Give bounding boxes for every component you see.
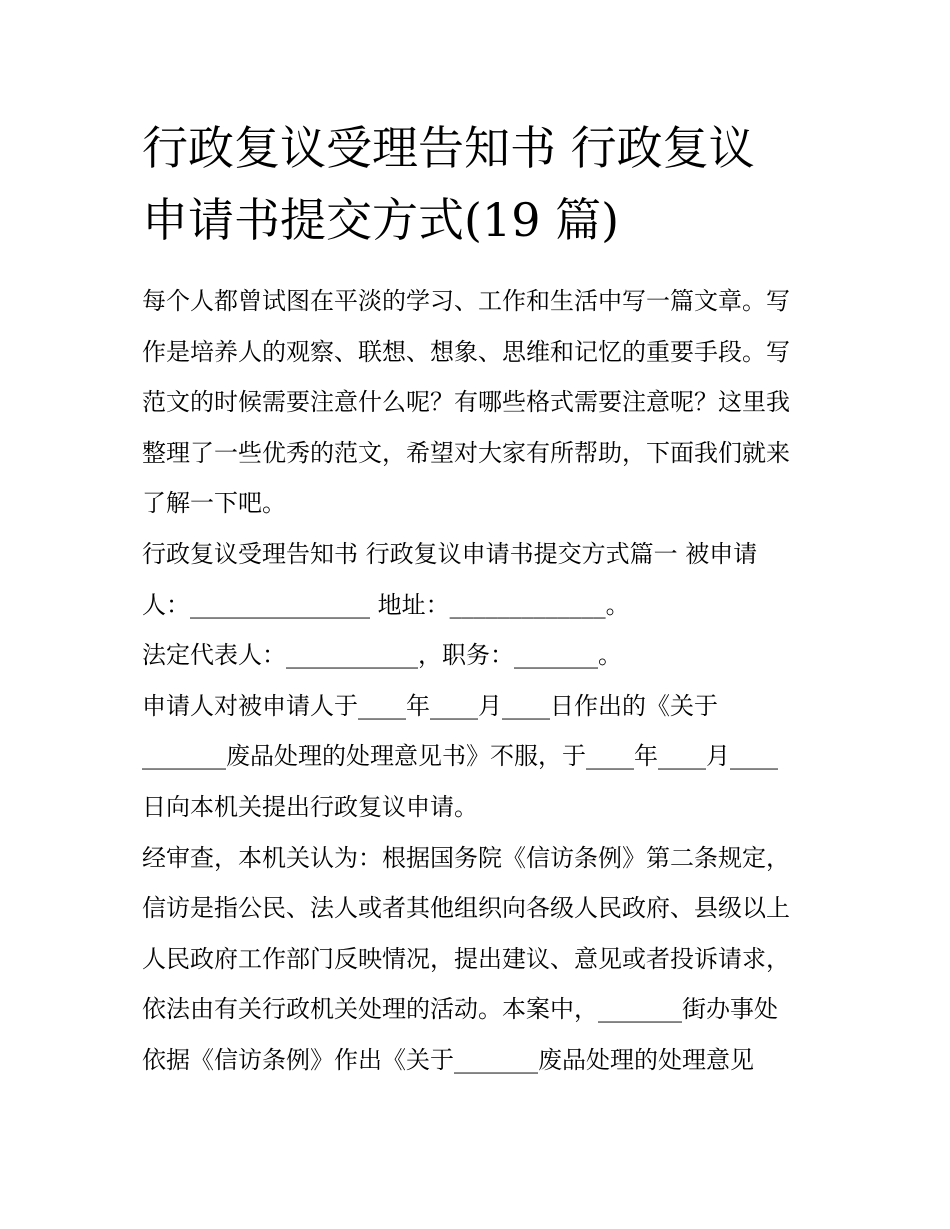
- document-body: [142, 276, 822, 1086]
- body-line: 每个人都曾试图在平淡的学习、工作和生活中写一篇文章。写: [142, 287, 790, 315]
- body-line: 作是培养人的观察、联想、想象、思维和记忆的重要手段。写: [142, 337, 790, 366]
- body-line: 日向本机关提出行政复议申请。: [142, 792, 478, 821]
- body-line: 人：_______________ 地址：_____________。: [142, 590, 630, 619]
- body-line: 整理了一些优秀的范文，希望对大家有所帮助，下面我们就来: [142, 438, 790, 467]
- body-line: 人民政府工作部门反映情况，提出建议、意见或者投诉请求，: [142, 944, 790, 973]
- body-line: _______废品处理的处理意见书》不服，于____年____月____: [142, 742, 778, 771]
- body-line: 了解一下吧。: [142, 489, 286, 518]
- body-line: 法定代表人：___________，职务：_______。: [142, 641, 622, 670]
- body-line: 申请人对被申请人于____年____月____日作出的《关于: [142, 691, 718, 720]
- document-title: [142, 112, 842, 256]
- body-line: 信访是指公民、法人或者其他组织向各级人民政府、县级以上: [142, 894, 790, 923]
- title-line-2: 申请书提交方式(19 篇): [142, 193, 620, 247]
- body-line: 范文的时候需要注意什么呢？有哪些格式需要注意呢？这里我: [142, 388, 790, 417]
- title-line-1: 行政复议受理告知书 行政复议: [142, 121, 755, 175]
- body-line: 依据《信访条例》作出《关于_______废品处理的处理意见: [142, 1045, 754, 1074]
- body-line: 行政复议受理告知书 行政复议申请书提交方式篇一 被申请: [142, 539, 758, 568]
- body-line: 依法由有关行政机关处理的活动。本案中，_______街办事处: [142, 995, 778, 1024]
- body-line: 经审查，本机关认为：根据国务院《信访条例》第二条规定，: [142, 843, 790, 872]
